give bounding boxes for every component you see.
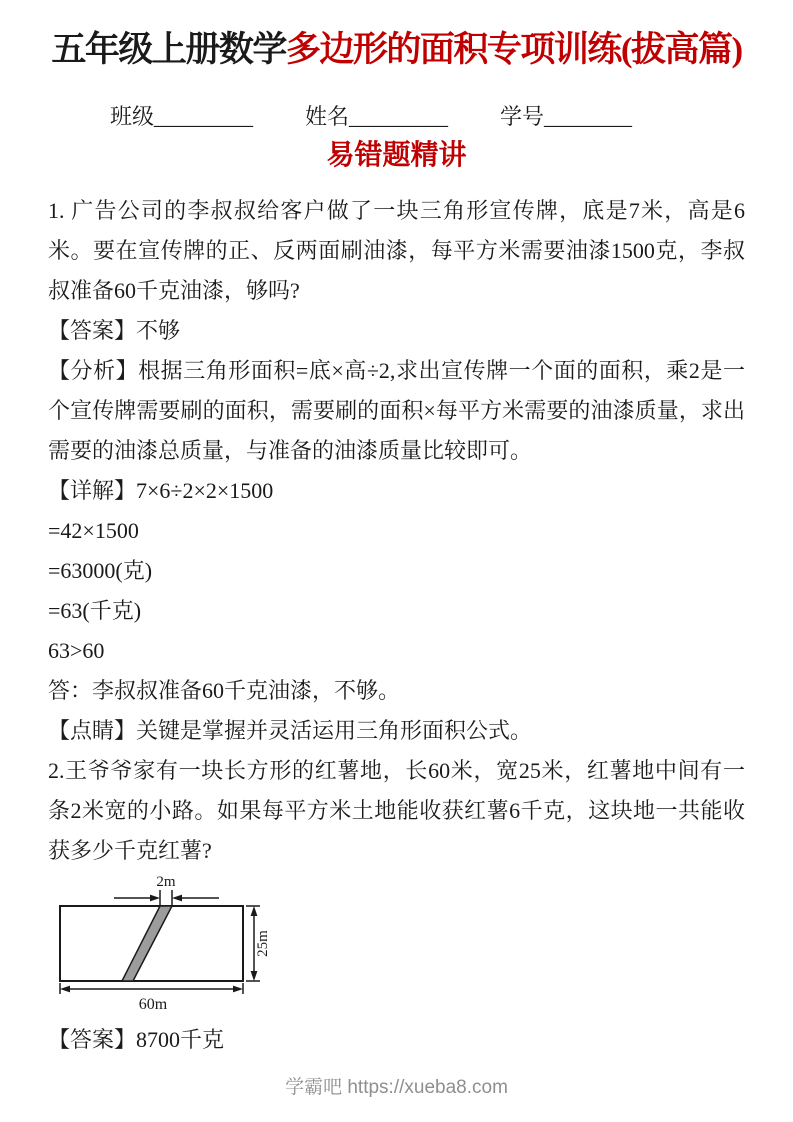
- path-width-left-arrowhead-icon: [150, 895, 160, 902]
- question-2-answer: 【答案】8700千克: [48, 1027, 225, 1052]
- student-id-field: [500, 104, 632, 130]
- question-1-comparison: 63>60: [48, 638, 105, 663]
- width-right-arrowhead-icon: [233, 986, 243, 993]
- name-field: [305, 104, 448, 130]
- width-left-arrowhead-icon: [60, 986, 70, 993]
- student-id-field-blank: ________: [544, 104, 633, 129]
- question-1-conclusion: 答：李叔叔准备60千克油漆，不够。: [48, 678, 401, 703]
- question-2-field-diagram: [58, 872, 273, 1020]
- class-field-label: 班级: [110, 104, 155, 129]
- question-1-equation-step-2: =63000(克): [48, 558, 153, 583]
- path-width-right-arrowhead-icon: [172, 895, 182, 902]
- page-title: [48, 26, 745, 74]
- name-field-label: 姓名: [305, 104, 350, 129]
- question-1-detail: 【详解】7×6÷2×2×1500: [48, 478, 274, 503]
- student-info-row: [48, 104, 745, 130]
- name-field-blank: _________: [349, 104, 449, 129]
- question-1-answer: 【答案】不够: [48, 318, 181, 343]
- height-bottom-arrowhead-icon: [251, 971, 258, 981]
- field-width-label: 60m: [138, 996, 168, 1013]
- student-id-field-label: 学号: [500, 104, 545, 129]
- path-width-label: 2m: [156, 874, 176, 890]
- question-1-equation-step-1: =42×1500: [48, 518, 139, 543]
- class-field: [110, 104, 253, 130]
- question-2-text: 2.王爷爷家有一块长方形的红薯地，长60米，宽25米，红薯地中间有一条2米宽的小路。如果每平方米土地能收获红薯6千克，这块地一共能收获多少千克红薯?: [48, 758, 745, 863]
- question-1-analysis: 【分析】根据三角形面积=底×高÷2,求出宣传牌一个面的面积，乘2是一个宣传牌需要刷的面积，需要刷的面积×每平方米需要的油漆质量，求出需要的油漆总质量，与准备的油漆质量比较即可。: [48, 358, 745, 463]
- path-parallelogram: [122, 906, 172, 981]
- section-heading: 易错题精讲: [326, 140, 467, 171]
- question-1-tip: 【点睛】关键是掌握并灵活运用三角形面积公式。: [48, 718, 533, 743]
- height-top-arrowhead-icon: [251, 906, 258, 916]
- site-footer: 学霸吧 https://xueba8.com: [285, 1077, 508, 1098]
- page-title-black-part: 五年级上册数学: [51, 30, 286, 69]
- question-1-equation-step-3: =63(千克): [48, 598, 142, 623]
- question-1-text: 1. 广告公司的李叔叔给客户做了一块三角形宣传牌，底是7米，高是6米。要在宣传牌的正、反两面刷油漆，每平方米需要油漆1500克，李叔叔准备60千克油漆，够吗?: [48, 198, 745, 303]
- field-height-label: 25m: [255, 930, 271, 957]
- class-field-blank: _________: [154, 104, 254, 129]
- page-title-red-part: 多边形的面积专项训练(拔高篇): [285, 30, 742, 69]
- worksheet-content: [48, 191, 745, 1060]
